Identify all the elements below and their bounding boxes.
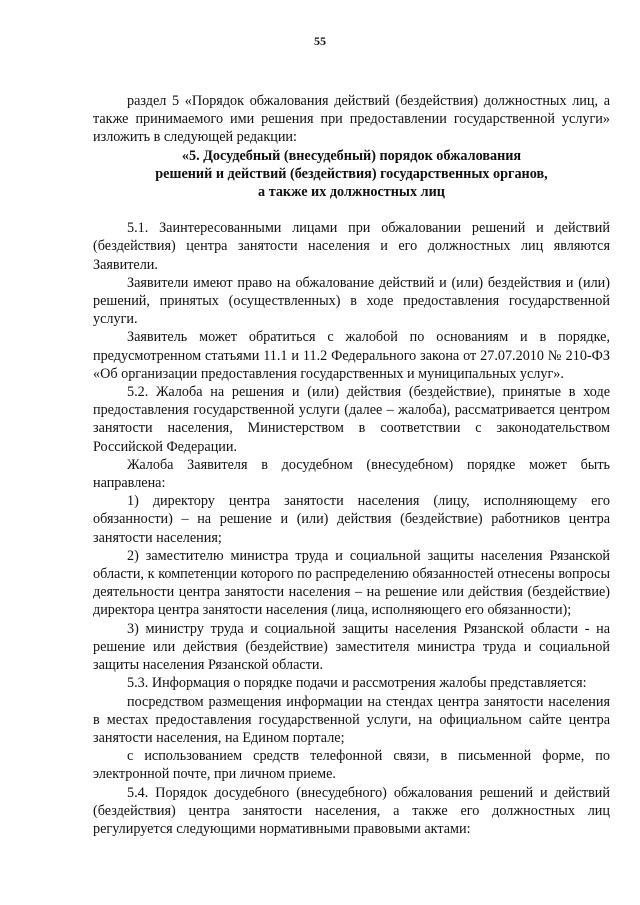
- paragraph-5-4: 5.4. Порядок досудебного (внесудебного) обжалования решений и действий (бездействия) центра занятости населения, а также его должностных лиц регулируется следующими нормативными правовыми актами:: [93, 784, 610, 837]
- page-number: 55: [314, 34, 326, 48]
- list-item-1: 1) директору центра занятости населения (лицу, исполняющему его обязанности) – на решение и (или) действия (бездействие) работников центра занятости населения;: [93, 493, 610, 546]
- section-heading-line-2: решений и действий (бездействия) государственных органов,: [155, 165, 548, 182]
- list-item-2: 2) заместителю министра труда и социальной защиты населения Рязанской области, к компетенции которого по распределению обязанностей отнесены вопросы деятельности центра занятости населения – на решение или действия (бездействие) директора центра занятости населения (лица, исполняющего его обязанности);: [93, 547, 610, 619]
- intro-paragraph: раздел 5 «Порядок обжалования действий (бездействия) должностных лиц, а также принимаемого ими решения при предоставлении государственной услуги» изложить в следующей редакции:: [93, 93, 610, 146]
- section-heading: [93, 147, 610, 202]
- paragraph-5-1: 5.1. Заинтересованными лицами при обжаловании решений и действий (бездействия) центра занятости населения и его должностных лиц являются Заявители.: [93, 220, 610, 273]
- paragraph-5-3: 5.3. Информация о порядке подачи и рассмотрения жалобы представляется:: [127, 675, 587, 692]
- paragraph-legal-basis: Заявитель может обратиться с жалобой по основаниям и в порядке, предусмотренном статьями 11.1 и 11.2 Федерального закона от 27.07.2010 № 210-ФЗ «Об организации предоставления государственных и муниципальных услуг».: [93, 329, 610, 382]
- paragraph-info-phone: с использованием средств телефонной связи, в письменной форме, по электронной почте, при личном приеме.: [93, 748, 610, 783]
- section-heading-line-1: «5. Досудебный (внесудебный) порядок обжалования: [181, 147, 522, 164]
- list-item-3: 3) министру труда и социальной защиты населения Рязанской области - на решение или действия (бездействие) заместителя министра труда и социальной защиты населения Рязанской области.: [93, 620, 610, 674]
- document-body: [93, 92, 610, 838]
- paragraph-5-2: 5.2. Жалоба на решения и (или) действия (бездействие), принятые в ходе предоставления государственной услуги (далее – жалоба), рассматривается центром занятости населения, Министерством в соответствии с законодательством Российской Федерации.: [93, 384, 610, 455]
- paragraph-complaint-direction: Жалоба Заявителя в досудебном (внесудебном) порядке может быть направлена:: [93, 456, 610, 492]
- paragraph-appeal-rights: Заявители имеют право на обжалование действий и (или) бездействия и (или) решений, принятых (осуществленных) в ходе предоставления государственной услуги.: [93, 274, 610, 328]
- section-heading-line-3: а также их должностных лиц: [258, 184, 445, 201]
- paragraph-info-stands: посредством размещения информации на стендах центра занятости населения в местах предоставления государственной услуги, на официальном сайте центра занятости населения, на Едином портале;: [93, 693, 610, 746]
